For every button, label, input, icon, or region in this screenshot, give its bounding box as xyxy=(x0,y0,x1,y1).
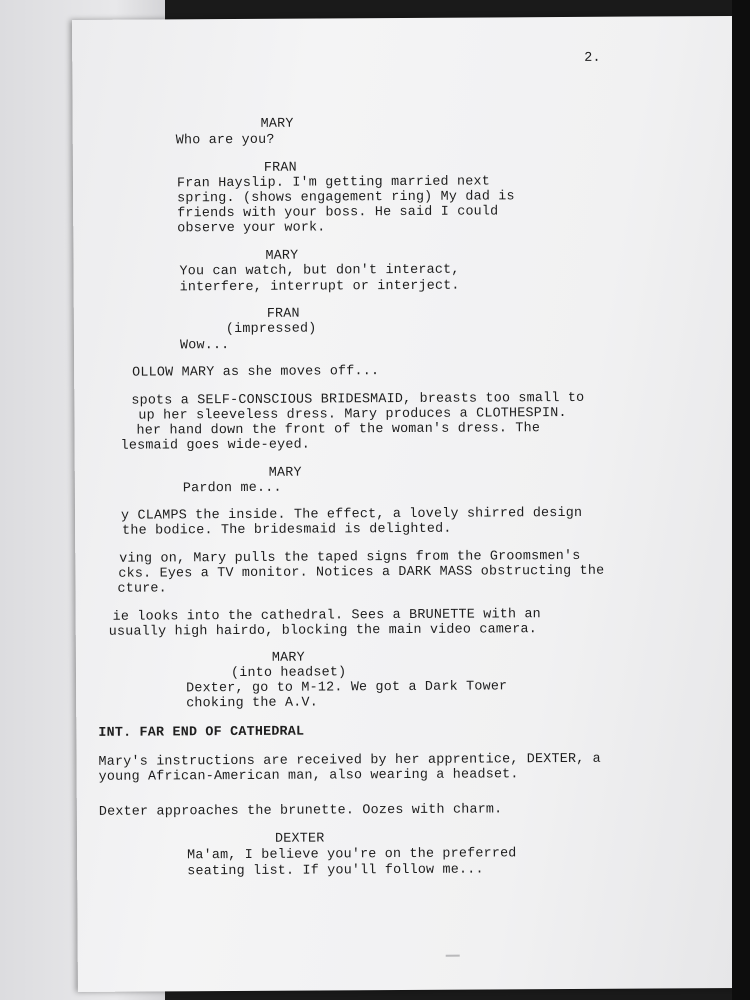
background-edge xyxy=(732,0,750,1000)
character-cue: MARY xyxy=(268,465,302,481)
page-number: 2. xyxy=(584,50,601,66)
parenthetical: (impressed) xyxy=(225,321,317,338)
dialogue-line: observe your work. xyxy=(177,220,326,237)
dialogue-line: You can watch, but don't interact, xyxy=(179,262,460,280)
character-cue: MARY xyxy=(265,248,299,264)
dialogue-line: Wow... xyxy=(179,338,230,354)
action-line: lesmaid goes wide-eyed. xyxy=(120,437,311,454)
action-line: the bodice. The bridesmaid is delighted. xyxy=(122,521,452,539)
action-line: cks. Eyes a TV monitor. Notices a DARK MASS obstructing the xyxy=(118,563,605,582)
dialogue-line: Pardon me... xyxy=(182,480,282,497)
page-mark xyxy=(446,955,460,957)
dialogue-line: Who are you? xyxy=(175,132,275,149)
action-line: usually high hairdo, blocking the main video camera. xyxy=(108,622,538,640)
scene-heading: INT. FAR END OF CATHEDRAL xyxy=(98,724,305,741)
script-page xyxy=(72,16,738,992)
dialogue-line: Fran Hayslip. I'm getting married next xyxy=(176,174,491,192)
action-line: ving on, Mary pulls the taped signs from the Groomsmen's xyxy=(119,548,581,567)
character-cue: DEXTER xyxy=(274,831,325,847)
action-line: young African-American man, also wearing a headset. xyxy=(98,767,519,785)
action-line: y CLAMPS the inside. The effect, a lovely shirred design xyxy=(120,505,583,524)
action-line: Dexter approaches the brunette. Oozes with charm. xyxy=(98,802,503,820)
action-line: cture. xyxy=(117,581,167,597)
character-cue: FRAN xyxy=(266,306,300,322)
dialogue-line: interfere, interrupt or interject. xyxy=(179,278,460,296)
dialogue-line: friends with your boss. He said I could xyxy=(177,204,499,222)
character-cue: MARY xyxy=(271,650,305,666)
parenthetical: (into headset) xyxy=(230,665,347,682)
action-line: spots a SELF-CONSCIOUS BRIDESMAID, breasts too small to xyxy=(131,390,585,409)
action-line: ie looks into the cathedral. Sees a BRUNETTE with an xyxy=(112,607,541,625)
action-line: OLLOW MARY as she moves off... xyxy=(132,364,380,381)
dialogue-line: choking the A.V. xyxy=(186,695,319,712)
dialogue-line: spring. (shows engagement ring) My dad is xyxy=(177,189,515,207)
dialogue-line: Dexter, go to M-12. We got a Dark Tower xyxy=(186,679,508,697)
action-line: Mary's instructions are received by her apprentice, DEXTER, a xyxy=(98,751,601,770)
character-cue: MARY xyxy=(260,116,294,132)
action-line: her hand down the front of the woman's dress. The xyxy=(136,421,541,439)
dialogue-line: Ma'am, I believe you're on the preferred xyxy=(187,846,517,864)
dialogue-line: seating list. If you'll follow me... xyxy=(187,862,484,880)
character-cue: FRAN xyxy=(263,160,297,176)
action-line: up her sleeveless dress. Mary produces a CLOTHESPIN. xyxy=(138,405,567,424)
